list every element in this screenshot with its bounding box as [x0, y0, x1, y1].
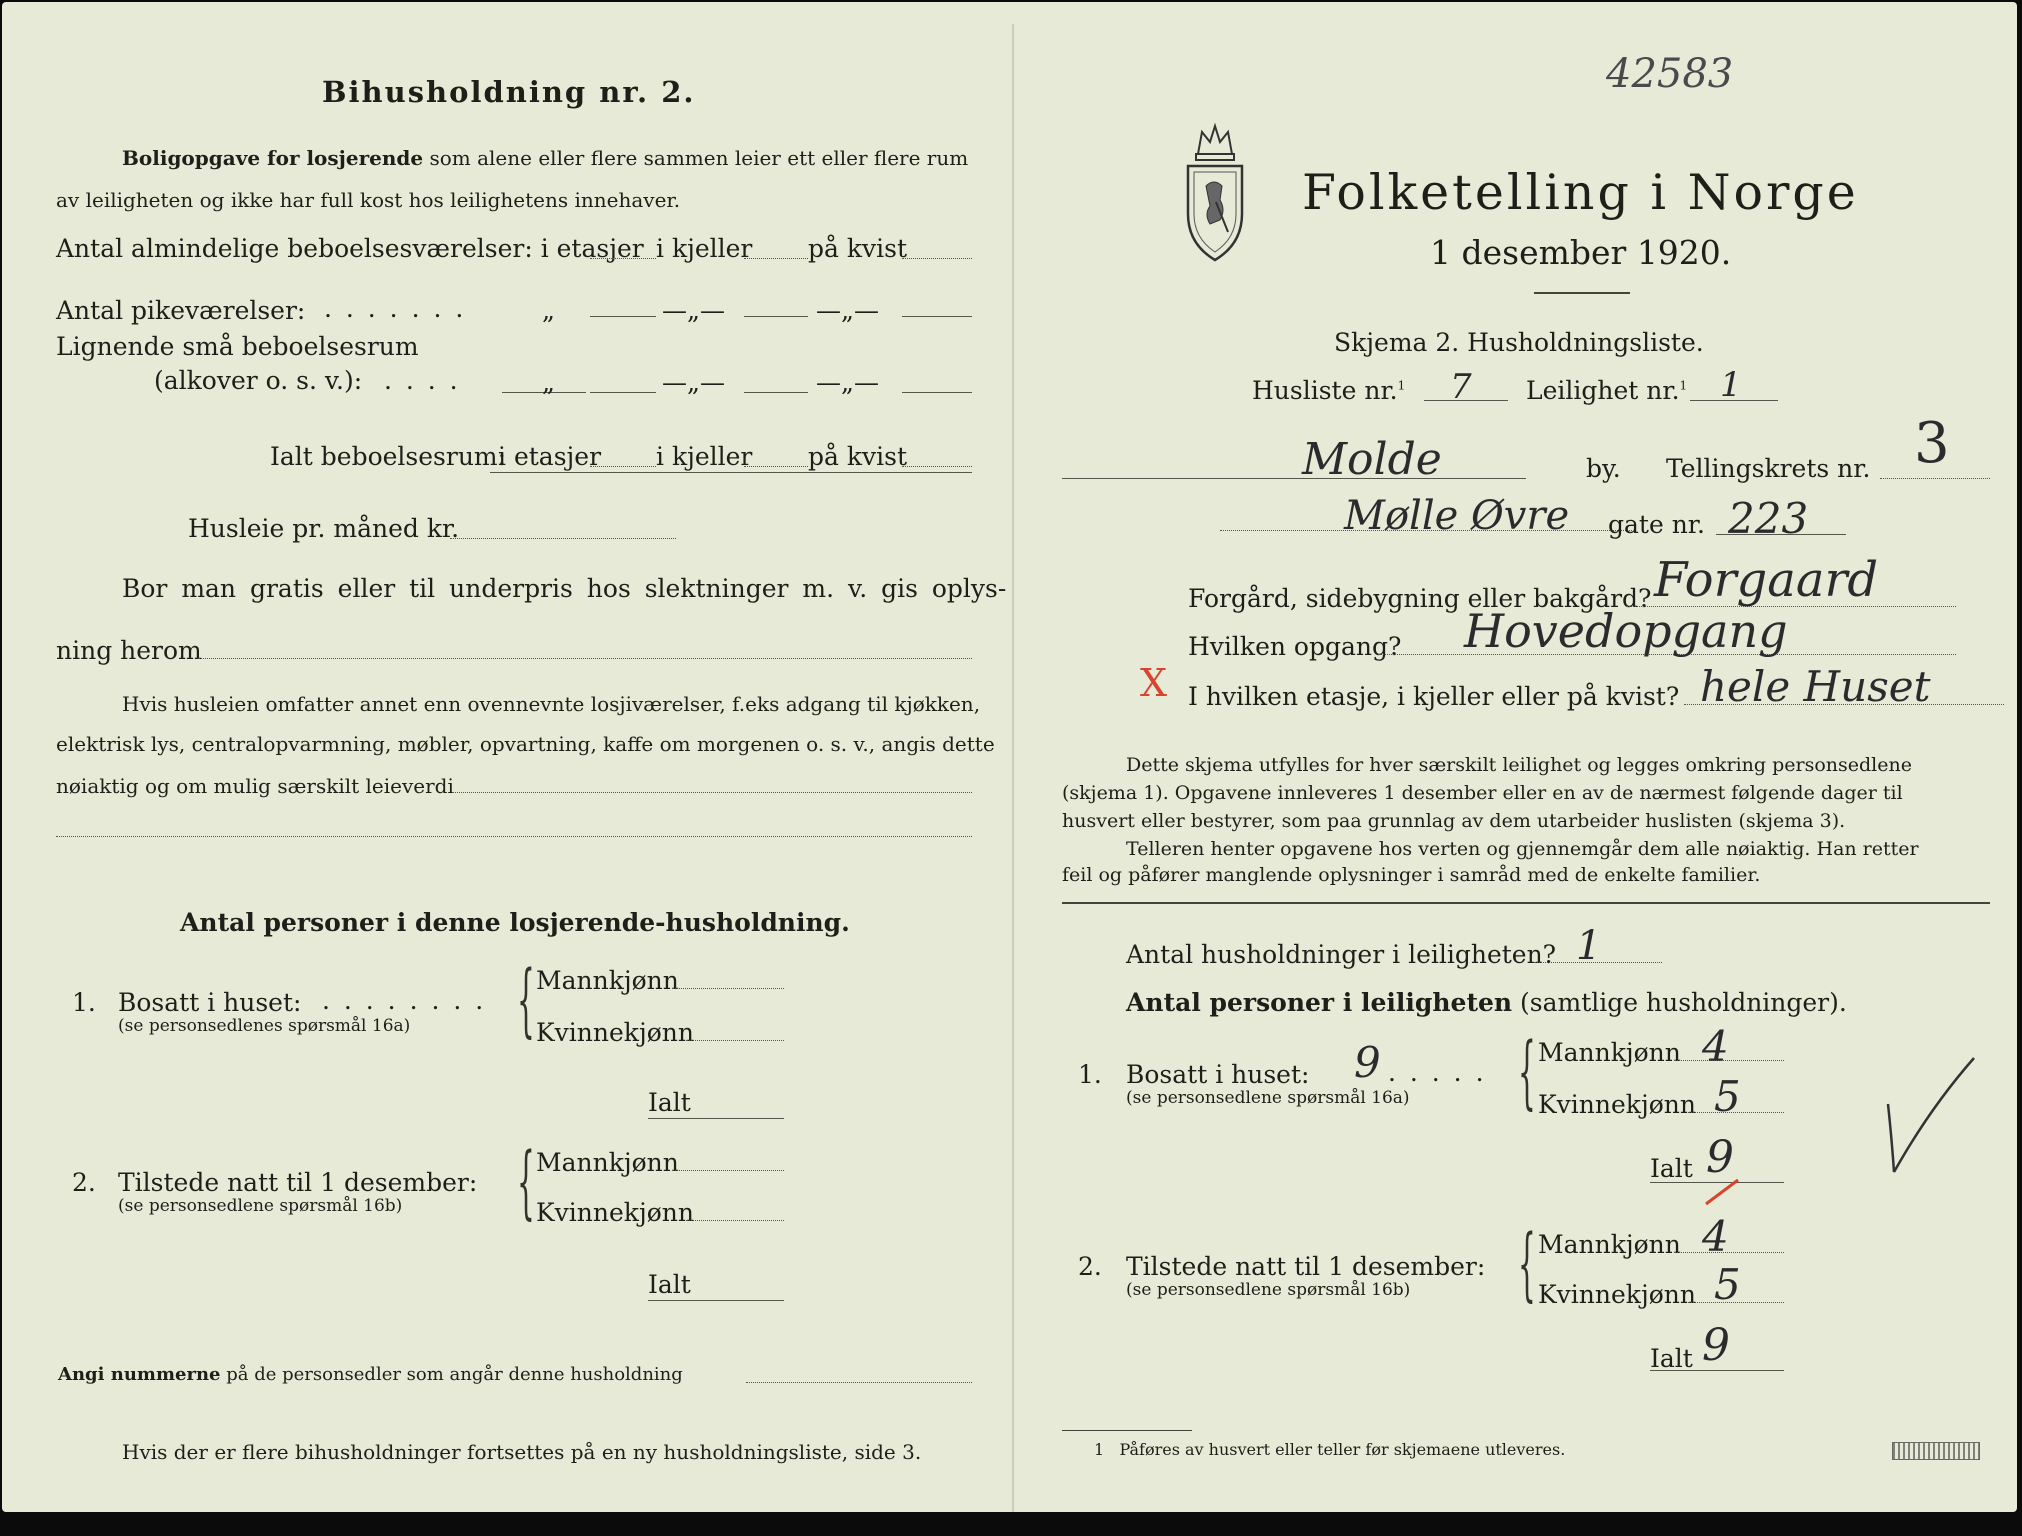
etasje-label: I hvilken etasje, i kjeller eller på kvist?	[1188, 682, 1680, 711]
persons-title: Antal personer i denne losjerende-husholdning.	[180, 908, 850, 937]
husliste-sup: 1	[1397, 378, 1406, 393]
census-form-sheet	[2, 2, 2017, 1512]
red-check-stroke	[1702, 1172, 1742, 1212]
l-q1-number: 1.	[72, 988, 96, 1017]
l-q2-number: 2.	[72, 1168, 96, 1197]
leilighet-label	[1526, 378, 1687, 403]
r-q2-kvinne-label: Kvinnekjønn	[1538, 1280, 1696, 1309]
instruction-line-4: Telleren henter opgavene hos verten og gjennemgår dem alle nøiaktig. Han retter	[1126, 838, 1919, 860]
lignende-line-1: Lignende små beboelsesrum	[56, 332, 419, 361]
ialt-rooms-label: Ialt beboelsesrum:	[270, 442, 507, 471]
krets-value: 3	[1914, 411, 1950, 476]
l-q2-kvinne-field[interactable]	[686, 1220, 784, 1221]
by-label: by.	[1586, 454, 1621, 483]
l-q1-ialt-field[interactable]	[648, 1118, 784, 1119]
leilighet-sup: 1	[1679, 378, 1688, 393]
ialt-kjeller-label: i kjeller	[656, 442, 753, 471]
etasje-value: hele Huset	[1700, 662, 1931, 711]
l-q2-ialt-field[interactable]	[648, 1300, 784, 1301]
l-q1-label: Bosatt i huset:	[118, 988, 302, 1017]
intro-line-2: av leiligheten og ikke har full kost hos leilighetens innehaver.	[56, 188, 681, 212]
ialt-kjeller-field[interactable]	[744, 466, 808, 467]
opgang-value: Hovedopgang	[1464, 604, 1788, 658]
right-page	[1014, 2, 2017, 1512]
pike-kvist-field[interactable]	[902, 316, 972, 317]
street-value: Mølle Øvre	[1344, 493, 1570, 539]
intro-rest: som alene eller flere sammen leier ett eller flere rum	[429, 146, 969, 170]
forgaard-label: Forgård, sidebygning eller bakgård?	[1188, 584, 1652, 613]
l-q1-kvinne-label: Kvinnekjønn	[536, 1018, 694, 1047]
lignende-ditto-1: „	[542, 368, 555, 397]
l-q1-brace: {	[517, 953, 535, 1046]
instruction-line-1: Dette skjema utfylles for hver særskilt leilighet og legges omkring personsedlene	[1126, 754, 1912, 776]
gratis-field[interactable]	[198, 658, 972, 659]
l-q2-kvinne-label: Kvinnekjønn	[536, 1198, 694, 1227]
husliste-text: Husliste nr.	[1252, 376, 1398, 405]
intro-bold: Boligopgave for losjerende	[122, 146, 424, 170]
footnote-mark: 1	[1094, 1440, 1105, 1459]
extra-line-3: nøiaktig og om mulig særskilt leieverdi	[56, 774, 454, 798]
extra-line-2: elektrisk lys, centralopvarmning, møbler, opvartning, kaffe om morgenen o. s. v., angis dette	[56, 732, 995, 756]
l-q2-label: Tilstede natt til 1 desember:	[118, 1168, 478, 1197]
r-q2-kvinne-value: 5	[1714, 1260, 1741, 1309]
l-q2-sub: (se personsedlene spørsmål 16b)	[118, 1196, 403, 1216]
opgang-label: Hvilken opgang?	[1188, 632, 1402, 661]
r-q1-brace: {	[1518, 1025, 1536, 1118]
pike-dots: . . . . . . .	[324, 294, 467, 323]
r-q2-mann-label: Mannkjønn	[1538, 1230, 1681, 1259]
instructions-rule	[1062, 902, 1990, 904]
r-q2-label: Tilstede natt til 1 desember:	[1126, 1252, 1486, 1281]
left-footer: Hvis der er flere bihusholdninger fortsettes på en ny husholdningsliste, side 3.	[122, 1440, 922, 1464]
lignende-kjeller-field[interactable]	[744, 392, 808, 393]
hush-value: 1	[1576, 923, 1602, 969]
r-q1-label: Bosatt i huset:	[1126, 1060, 1310, 1089]
ialt-etasjer-label: i etasjer	[498, 442, 602, 471]
rooms-etasjer-field[interactable]	[590, 258, 656, 259]
footnote	[1094, 1442, 1565, 1458]
pike-ditto-3: —„—	[816, 296, 879, 325]
printer-stamp	[1892, 1442, 1980, 1460]
r-q1-mann-label: Mannkjønn	[1538, 1038, 1681, 1067]
intro-line-1	[122, 148, 968, 168]
r-q2-mann-value: 4	[1702, 1212, 1729, 1261]
rooms-kjeller-field[interactable]	[744, 258, 808, 259]
left-page	[2, 2, 1010, 1512]
l-q1-kvinne-field[interactable]	[686, 1040, 784, 1041]
r-q1-mann-field[interactable]	[1674, 1060, 1784, 1061]
rooms-kjeller-label: i kjeller	[656, 234, 753, 263]
archive-number: 42583	[1606, 51, 1734, 97]
persons-heading	[1126, 990, 1847, 1015]
l-q1-sub: (se personsedlenes spørsmål 16a)	[118, 1016, 411, 1036]
leilighet-value: 1	[1720, 365, 1742, 405]
left-title: Bihusholdning nr. 2.	[322, 75, 696, 109]
leilighet-text: Leilighet nr.	[1526, 376, 1680, 405]
r-q1-number: 1.	[1078, 1060, 1102, 1089]
ialt-kvist-label: på kvist	[808, 442, 907, 471]
ialt-rule	[490, 472, 972, 473]
town-value: Molde	[1302, 434, 1442, 485]
ialt-etasjer-field[interactable]	[590, 466, 656, 467]
r-q1-dots: . . . . .	[1388, 1058, 1487, 1087]
r-q2-number: 2.	[1078, 1252, 1102, 1281]
angi-bold: Angi nummerne	[58, 1364, 221, 1385]
angi-rest: på de personsedler som angår denne husholdning	[226, 1364, 683, 1385]
gate-value: 223	[1728, 494, 1809, 543]
instruction-line-5: feil og påfører manglende oplysninger i samråd med de enkelte familier.	[1062, 864, 1761, 886]
ialt-kvist-field[interactable]	[902, 466, 972, 467]
leieverdi-field[interactable]	[452, 792, 972, 793]
hush-label: Antal husholdninger i leiligheten?	[1126, 940, 1557, 969]
husleie-field[interactable]	[450, 538, 676, 539]
husliste-label	[1252, 378, 1405, 403]
r-q2-brace: {	[1518, 1217, 1536, 1310]
town-field[interactable]	[1062, 478, 1526, 479]
persons-rest: (samtlige husholdninger).	[1520, 988, 1847, 1017]
r-q2-ialt-value: 9	[1702, 1320, 1730, 1371]
lignende-etasjer-field[interactable]	[590, 392, 656, 393]
l-q1-ialt-label: Ialt	[648, 1088, 691, 1117]
l-q1-dots: . . . . . . . .	[322, 986, 487, 1015]
pike-ditto-1: „	[542, 296, 555, 325]
r-q1-ialt-label: Ialt	[1650, 1154, 1693, 1183]
l-q2-ialt-label: Ialt	[648, 1270, 691, 1299]
right-title: Folketelling i Norge	[1302, 164, 1859, 221]
r-q2-mann-field[interactable]	[1674, 1252, 1784, 1253]
rooms-label: Antal almindelige beboelsesværelser: i etasjer	[56, 234, 644, 263]
husliste-value: 7	[1450, 367, 1472, 407]
l-q1-mann-label: Mannkjønn	[536, 966, 679, 995]
gratis-line-2: ning herom	[56, 636, 202, 665]
lignende-ditto-3: —„—	[816, 368, 879, 397]
r-q1-inline-value: 9	[1354, 1038, 1381, 1087]
pike-ditto-2: —„—	[662, 296, 725, 325]
persons-bold: Antal personer i leiligheten	[1126, 988, 1513, 1017]
pike-label: Antal pikeværelser:	[56, 296, 306, 325]
lignende-ditto-2: —„—	[662, 368, 725, 397]
forgaard-value: Forgaard	[1654, 552, 1879, 608]
footnote-rule	[1062, 1430, 1192, 1431]
leieverdi-field-2[interactable]	[56, 836, 972, 837]
r-q2-ialt-label: Ialt	[1650, 1344, 1693, 1373]
schema-label: Skjema 2. Husholdningsliste.	[1334, 328, 1704, 357]
ink-check-mark	[1874, 1052, 1984, 1182]
lignende-line-2: (alkover o. s. v.):	[154, 366, 363, 395]
r-q1-mann-value: 4	[1702, 1022, 1729, 1071]
gratis-line-1: Bor man gratis eller til underpris hos slektninger m. v. gis oplys-	[122, 574, 1007, 603]
r-q1-kvinne-value: 5	[1714, 1072, 1741, 1121]
instruction-line-2: (skjema 1). Opgavene innleveres 1 desember eller en av de nærmest følgende dager til	[1062, 782, 1903, 804]
r-q1-kvinne-label: Kvinnekjønn	[1538, 1090, 1696, 1119]
extra-line-1: Hvis husleien omfatter annet enn ovennevnte losjiværelser, f.eks adgang til kjøkken,	[122, 692, 981, 716]
lignende-dots: . . . .	[384, 366, 461, 395]
pike-etasjer-field[interactable]	[590, 316, 656, 317]
red-cross-mark: X	[1140, 661, 1168, 705]
krets-field[interactable]	[1880, 478, 1990, 479]
rooms-kvist-label: på kvist	[808, 234, 907, 263]
coat-of-arms-icon	[1180, 114, 1250, 264]
l-q2-brace: {	[517, 1135, 535, 1228]
title-underline	[1534, 292, 1630, 294]
husleie-label: Husleie pr. måned kr.	[188, 514, 460, 543]
census-date: 1 desember 1920.	[1430, 233, 1732, 272]
l-q2-mann-label: Mannkjønn	[536, 1148, 679, 1177]
l-q2-mann-field[interactable]	[672, 1170, 784, 1171]
gate-label: gate nr.	[1608, 510, 1705, 539]
lignende-kvist-field[interactable]	[902, 392, 972, 393]
angi-line	[58, 1366, 683, 1384]
krets-label: Tellingskrets nr.	[1666, 454, 1871, 483]
r-q2-sub: (se personsedlene spørsmål 16b)	[1126, 1280, 1411, 1300]
rooms-kvist-field[interactable]	[902, 258, 972, 259]
footnote-text: Påføres av husvert eller teller før skjemaene utleveres.	[1119, 1440, 1566, 1459]
r-q1-ialt-value: 9	[1706, 1132, 1734, 1183]
l-q1-mann-field[interactable]	[672, 988, 784, 989]
pike-kjeller-field[interactable]	[744, 316, 808, 317]
r-q1-sub: (se personsedlene spørsmål 16a)	[1126, 1088, 1410, 1108]
instruction-line-3: husvert eller bestyrer, som paa grunnlag av dem utarbeider huslisten (skjema 3).	[1062, 810, 1846, 832]
angi-field[interactable]	[746, 1382, 972, 1383]
